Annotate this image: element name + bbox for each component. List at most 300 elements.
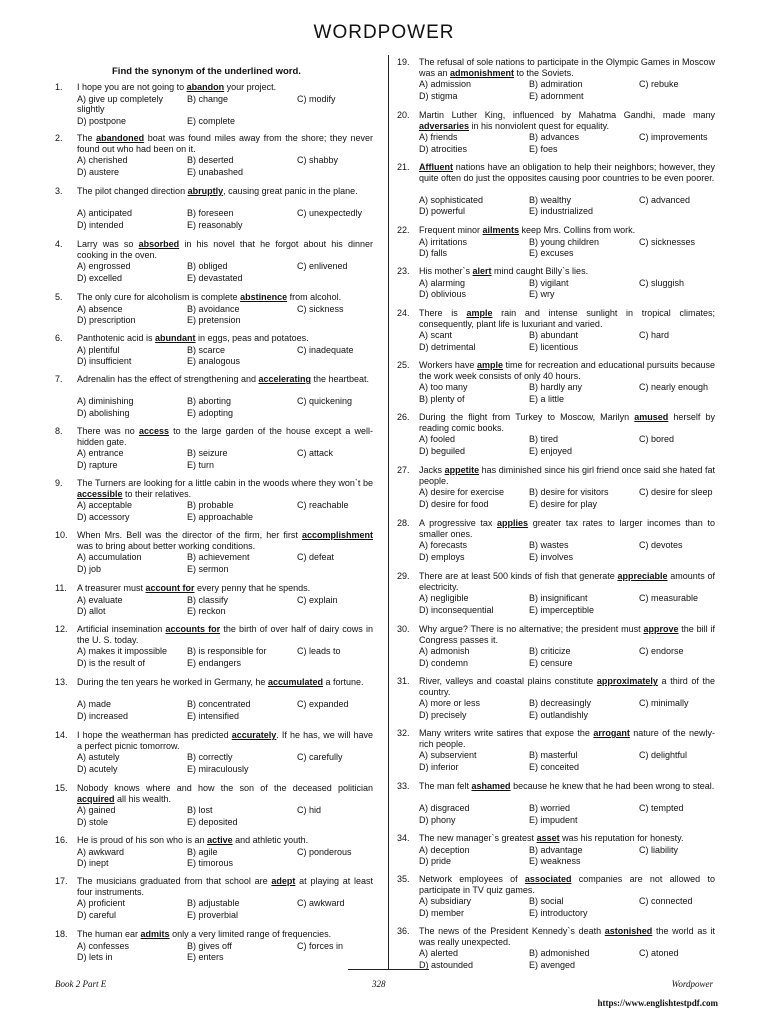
stem-text: was his reputation for honesty. <box>559 833 684 843</box>
question-stem <box>77 186 373 197</box>
underlined-word: accumulated <box>267 677 323 687</box>
stem-text: When Mrs. Bell was the director of the firm, her first <box>77 530 302 540</box>
question-stem <box>77 835 373 846</box>
underlined-word: accurately <box>231 730 277 740</box>
answer-option: B) criticize <box>529 646 571 656</box>
question-number: 34. <box>397 833 410 843</box>
answer-option: D) pride <box>419 856 452 866</box>
answer-option: C) ponderous <box>297 846 352 857</box>
underlined-word: acquired <box>77 793 115 804</box>
answer-options <box>77 94 407 127</box>
stem-text: A progressive tax <box>419 518 498 528</box>
answer-option: C) nearly enough <box>639 382 709 392</box>
question-stem <box>77 929 373 940</box>
underlined-word: amused <box>634 412 669 422</box>
answer-options <box>419 330 749 352</box>
answer-option: D) stigma <box>419 90 458 101</box>
question-number: 16. <box>55 835 68 845</box>
question-stem <box>419 465 715 486</box>
answer-option: A) entrance <box>77 448 124 458</box>
stem-text: mind caught Billy`s lies. <box>491 266 589 276</box>
answer-options <box>77 805 407 827</box>
question-number: 9. <box>55 478 63 488</box>
stem-text: at playing at least four instruments. <box>77 876 373 897</box>
answer-option: E) outlandishly <box>529 709 589 720</box>
answer-option: B) social <box>529 896 564 906</box>
stem-text: boat was found miles away from the shore; they never found out who had been on it. <box>77 133 373 154</box>
question-stem <box>77 292 373 303</box>
answer-option: B) gives off <box>187 940 232 951</box>
answer-option: D) intended <box>77 219 124 230</box>
answer-option: D) employs <box>419 551 465 562</box>
answer-option: A) gained <box>77 805 116 815</box>
stem-text: Workers have <box>419 360 477 370</box>
underlined-word: abandoned <box>96 133 145 143</box>
underlined-word: accessible <box>77 488 123 499</box>
page-number: 328 <box>372 979 386 989</box>
answer-option: E) introductory <box>529 907 588 918</box>
underlined-word: appetite <box>444 465 480 475</box>
stem-text: Many writers write satires that expose the <box>419 728 594 738</box>
answer-option: D) excelled <box>77 272 123 283</box>
footer-book: Book 2 Part E <box>55 979 107 989</box>
answer-option: C) shabby <box>297 155 339 165</box>
underlined-word: arrogant <box>593 728 630 738</box>
stem-text: in his nonviolent quest for equality. <box>469 120 609 131</box>
answer-option: B) tired <box>529 434 559 444</box>
question-stem <box>77 478 373 499</box>
answer-option: B) is responsible for <box>187 646 267 656</box>
underlined-word: adept <box>271 876 296 886</box>
answer-option: D) insufficient <box>77 356 132 366</box>
question-number: 19. <box>397 57 410 67</box>
answer-option: C) awkward <box>297 898 345 908</box>
question-number: 21. <box>397 162 410 172</box>
question-stem <box>77 82 373 93</box>
answer-option: C) attack <box>297 448 334 458</box>
question-stem <box>419 162 715 183</box>
underlined-word: Affluent <box>419 162 453 172</box>
stem-text: amounts of electricity. <box>419 571 715 592</box>
question-number: 28. <box>397 518 410 528</box>
answer-option: A) too many <box>419 382 468 392</box>
answer-option: D) is the result of <box>77 657 146 668</box>
answer-option: C) advanced <box>639 194 691 205</box>
answer-option: C) liability <box>639 844 679 855</box>
question-number: 3. <box>55 186 63 196</box>
footer-rule <box>348 969 429 970</box>
answer-option: D) accessory <box>77 511 130 522</box>
stem-text: the bill if Congress passes it. <box>419 624 715 645</box>
question-number: 36. <box>397 926 410 936</box>
answer-option: C) inadequate <box>297 344 354 355</box>
stem-text: a fortune. <box>322 677 364 687</box>
question-stem <box>419 266 715 277</box>
answer-option: D) desire for food <box>419 498 489 509</box>
answer-option: C) minimally <box>639 698 689 708</box>
stem-text: The <box>77 133 97 143</box>
underlined-word: ailments <box>482 225 520 235</box>
answer-option: C) quickening <box>297 396 353 406</box>
question-number: 27. <box>397 465 410 475</box>
answer-option: E) desire for play <box>529 498 598 509</box>
answer-option: B) admiration <box>529 79 583 89</box>
answer-option: D) acutely <box>77 763 118 774</box>
question-stem <box>419 926 715 947</box>
answer-option: A) alerted <box>419 948 459 958</box>
underlined-word: accelerating <box>258 374 311 384</box>
answer-option: D) oblivious <box>419 289 467 299</box>
question-stem <box>77 133 373 154</box>
answer-option: C) hard <box>639 330 670 340</box>
answer-option: A) admission <box>419 79 472 89</box>
answer-options <box>77 752 407 774</box>
stem-text: to their relatives. <box>122 488 192 499</box>
stem-text: nations have an obligation to help their neighbors; however, they quite often do just the opposites causing poor countries to be even poorer. <box>419 162 715 183</box>
question-stem <box>419 518 715 539</box>
answer-option: C) connected <box>639 896 693 906</box>
answer-option: B) avoidance <box>187 303 240 314</box>
answer-option: D) condemn <box>419 657 469 668</box>
underlined-word: accomplishment <box>301 530 373 540</box>
underlined-word: abruptly <box>187 186 224 196</box>
stem-text: every penny that he spends. <box>194 583 311 593</box>
stem-text: your project. <box>224 82 277 92</box>
answer-option: A) made <box>77 699 112 709</box>
answer-options <box>77 448 407 470</box>
question-number: 29. <box>397 571 410 581</box>
answer-option: C) sluggish <box>639 277 685 288</box>
answer-option: E) industrialized <box>529 206 594 216</box>
answer-option: C) explain <box>297 594 338 605</box>
question-stem <box>419 57 715 78</box>
answer-option: E) deposited <box>187 816 238 827</box>
answer-option: D) astounded <box>419 959 474 970</box>
question-stem <box>77 239 373 260</box>
stem-text: Panthotenic acid is <box>77 333 156 343</box>
answer-options <box>419 698 749 720</box>
answer-option: E) complete <box>187 115 236 126</box>
answer-options <box>419 487 749 509</box>
answer-option: B) concentrated <box>187 699 251 709</box>
question-number: 7. <box>55 374 63 384</box>
stem-text: I hope the weatherman has predicted <box>77 730 232 740</box>
answer-option: C) atoned <box>639 948 679 958</box>
answer-option: A) deception <box>419 844 470 855</box>
answer-option: C) endorse <box>639 646 684 656</box>
answer-option: A) evaluate <box>77 594 123 605</box>
underlined-word: active <box>207 835 233 845</box>
answer-option: C) defeat <box>297 552 335 562</box>
answer-option: D) beguiled <box>419 445 466 456</box>
answer-option: A) alarming <box>419 277 466 288</box>
stem-text: rain and intense sunlight in tropical climates; consequently, plant life is luxuriant and varied. <box>419 308 715 329</box>
answer-option: B) vigilant <box>529 277 569 288</box>
stem-text: There is <box>419 308 467 318</box>
stem-text: The human ear <box>77 929 141 939</box>
question-number: 13. <box>55 677 68 687</box>
answer-option: A) confesses <box>77 940 130 951</box>
answer-option: B) achievement <box>187 552 250 562</box>
question-number: 30. <box>397 624 410 634</box>
stem-text: to the Soviets. <box>514 67 574 78</box>
answer-option: B) hardly any <box>529 382 583 392</box>
answer-option: E) reasonably <box>187 219 243 230</box>
answer-option: E) avenged <box>529 959 576 970</box>
underlined-word: asset <box>536 833 560 843</box>
answer-options <box>419 382 749 404</box>
question-stem <box>77 583 373 594</box>
underlined-word: ample <box>476 360 503 370</box>
answer-option: A) give up completely slightly <box>77 93 164 114</box>
answer-options <box>419 845 749 867</box>
answer-option: A) engrossed <box>77 261 131 271</box>
answer-option: A) disgraced <box>419 803 470 813</box>
answer-option: A) fooled <box>419 434 456 444</box>
answer-option: B) advances <box>529 132 580 142</box>
underlined-word: admits <box>140 929 170 939</box>
question-stem <box>419 728 715 749</box>
answer-option: B) decreasingly <box>529 698 592 708</box>
page-title: WORDPOWER <box>313 22 455 43</box>
answer-option: D) allot <box>77 606 106 616</box>
answer-option: D) rapture <box>77 459 118 470</box>
underlined-word: approve <box>643 624 679 634</box>
underlined-word: accounts for <box>165 624 221 634</box>
stem-text: Larry was so <box>77 239 139 249</box>
answer-option: C) rebuke <box>639 79 679 89</box>
answer-options <box>419 195 749 217</box>
answer-option: D) precisely <box>419 709 467 720</box>
answer-option: C) unexpectedly <box>297 208 363 218</box>
answer-option: B) plenty of <box>419 393 465 404</box>
answer-options <box>419 948 749 970</box>
stem-text: The news of the President Kennedy`s death <box>419 926 605 936</box>
stem-text: He is proud of his son who is an <box>77 835 208 845</box>
stem-text: The Turners are looking for a little cabin in the woods where they won`t be <box>77 478 373 488</box>
answer-option: B) seizure <box>187 448 228 458</box>
answer-option: C) sicknesses <box>639 236 696 247</box>
answer-option: E) conceited <box>529 761 580 772</box>
stem-text: time for recreation and educational pursuits because the work week consists of only 40 hours. <box>419 360 715 381</box>
answer-option: A) proficient <box>77 898 126 908</box>
stem-text: in eggs, peas and potatoes. <box>195 333 309 343</box>
answer-option: A) makes it impossible <box>77 646 168 656</box>
stem-text: The man felt <box>419 781 472 791</box>
stem-text: herself by reading comic books. <box>419 412 715 433</box>
answer-option: D) prescription <box>77 315 136 325</box>
answer-options <box>419 237 749 259</box>
answer-option: C) expanded <box>297 699 349 709</box>
answer-option: E) miraculously <box>187 763 249 774</box>
answer-option: B) correctly <box>187 752 233 762</box>
question-number: 8. <box>55 426 63 436</box>
question-number: 20. <box>397 110 410 120</box>
answer-option: B) abundant <box>529 330 579 340</box>
answer-option: E) timorous <box>187 858 234 868</box>
underlined-word: abstinence <box>240 292 288 302</box>
answer-options <box>77 500 407 522</box>
stem-text: from alcohol. <box>287 292 342 302</box>
answer-option: D) postpone <box>77 115 127 126</box>
stem-text: the world as it was really unexpected. <box>419 926 716 947</box>
question-stem <box>77 374 373 385</box>
question-number: 11. <box>55 583 67 593</box>
question-number: 10. <box>55 530 68 540</box>
underlined-word: admonishment <box>450 67 515 78</box>
question-stem <box>77 677 373 688</box>
answer-option: E) endangers <box>187 657 242 668</box>
answer-options <box>77 304 407 326</box>
question-stem <box>419 308 715 329</box>
answer-option: A) subservient <box>419 750 477 760</box>
answer-option: B) insignificant <box>529 593 588 603</box>
answer-options <box>77 898 407 920</box>
stem-text: I hope you are not going to <box>77 82 187 92</box>
answer-option: C) modify <box>297 93 336 104</box>
question-number: 14. <box>55 730 68 740</box>
stem-text: A treasurer must <box>77 583 146 593</box>
answer-option: B) worried <box>529 803 571 813</box>
answer-options <box>419 278 749 300</box>
answer-option: C) enlivened <box>297 261 348 271</box>
stem-text: the birth of over half of dairy cows in the U. S. today. <box>77 624 373 645</box>
answer-option: B) agile <box>187 846 218 857</box>
answer-option: E) analogous <box>187 356 241 366</box>
answer-option: A) friends <box>419 132 458 142</box>
answer-option: A) astutely <box>77 752 120 762</box>
answer-option: A) absence <box>77 303 123 314</box>
answer-option: A) acceptable <box>77 500 133 510</box>
answer-option: B) lost <box>187 805 213 815</box>
answer-option: A) irritations <box>419 236 468 247</box>
question-number: 32. <box>397 728 410 738</box>
answer-option: C) hid <box>297 805 322 815</box>
answer-option: D) stole <box>77 816 109 827</box>
answer-options <box>419 750 749 772</box>
stem-text: all his wealth. <box>114 793 172 804</box>
answer-option: E) enjoyed <box>529 445 573 456</box>
underlined-word: appreciable <box>617 571 668 581</box>
answer-option: E) adopting <box>187 407 234 418</box>
answer-option: A) negligible <box>419 593 469 603</box>
stem-text: keep Mrs. Collins from work. <box>519 225 636 235</box>
question-stem <box>419 360 715 381</box>
answer-option: A) forecasts <box>419 540 468 550</box>
question-number: 35. <box>397 874 410 884</box>
answer-option: D) inferior <box>419 761 459 772</box>
question-number: 2. <box>55 133 63 143</box>
answer-option: E) intensified <box>187 710 240 721</box>
answer-option: D) detrimental <box>419 341 476 352</box>
stem-text: Artificial insemination <box>77 624 166 634</box>
answer-option: D) austere <box>77 166 120 177</box>
underlined-word: alert <box>472 266 492 276</box>
answer-options <box>419 803 749 825</box>
question-number: 23. <box>397 266 410 276</box>
stem-text: The pilot changed direction <box>77 186 188 196</box>
question-number: 6. <box>55 333 63 343</box>
answer-option: E) pretension <box>187 315 241 325</box>
question-stem <box>419 624 715 645</box>
question-stem <box>77 783 373 804</box>
stem-text: Why argue? There is no alternative; the president must <box>419 624 644 634</box>
stem-text: The new manager`s greatest <box>419 833 537 843</box>
answer-option: A) cherished <box>77 155 128 165</box>
answer-option: D) falls <box>419 248 448 258</box>
answer-option: B) deserted <box>187 155 234 165</box>
stem-text: Frequent minor <box>419 225 483 235</box>
answer-options <box>419 540 749 562</box>
footer-title: Wordpower <box>671 979 713 989</box>
answer-options <box>419 896 749 918</box>
stem-text: the heartbeat. <box>311 374 370 384</box>
answer-option: E) reckon <box>187 606 226 616</box>
question-stem <box>419 571 715 592</box>
stem-text: River, valleys and coastal plains constitute <box>419 676 597 686</box>
question-number: 5. <box>55 292 63 302</box>
answer-option: E) wry <box>529 289 555 299</box>
answer-options <box>419 646 749 668</box>
answer-option: C) delightful <box>639 750 688 760</box>
answer-option: E) a little <box>529 393 565 404</box>
question-number: 18. <box>55 929 68 939</box>
answer-option: A) sophisticated <box>419 194 484 205</box>
answer-option: C) carefully <box>297 752 343 762</box>
stem-text: in his novel that he forgot about his dinner cooking in the oven. <box>77 239 373 260</box>
stem-text: , causing great panic in the plane. <box>223 186 358 196</box>
answer-option: D) abolishing <box>77 407 130 418</box>
answer-option: B) change <box>187 93 229 104</box>
answer-option: A) accumulation <box>77 552 142 562</box>
underlined-word: ashamed <box>471 781 511 791</box>
answer-option: D) powerful <box>419 206 466 216</box>
answer-option: C) measurable <box>639 593 699 603</box>
answer-option: D) atrocities <box>419 143 468 154</box>
stem-text: The only cure for alcoholism is complete <box>77 292 241 302</box>
question-number: 24. <box>397 308 410 318</box>
answer-option: C) improvements <box>639 132 708 142</box>
stem-text: has diminished since his girl friend once said she hated fat people. <box>419 465 715 486</box>
stem-text: was to bring about better working conditions. <box>77 540 256 551</box>
question-stem <box>419 676 715 697</box>
question-number: 22. <box>397 225 410 235</box>
footer-url: https://www.englishtestpdf.com <box>597 998 718 1008</box>
underlined-word: abundant <box>155 333 196 343</box>
underlined-word: ample <box>466 308 493 318</box>
answer-option: C) tempted <box>639 803 684 813</box>
question-stem <box>77 530 373 551</box>
question-number: 12. <box>55 624 68 634</box>
question-stem <box>77 426 373 447</box>
question-stem <box>77 730 373 751</box>
instruction: Find the synonym of the underlined word. <box>112 66 301 77</box>
answer-options <box>77 155 407 177</box>
stem-text: a third of the country. <box>419 676 715 697</box>
answer-option: B) wealthy <box>529 194 572 205</box>
stem-text: Martin Luther King, influenced by Mahatma Gandhi, made many <box>419 110 715 120</box>
answer-option: B) aborting <box>187 396 232 406</box>
question-number: 33. <box>397 781 410 791</box>
answer-option: E) imperceptible <box>529 604 595 615</box>
stem-text: His mother`s <box>419 266 473 276</box>
answer-option: A) admonish <box>419 646 470 656</box>
answer-option: E) weakness <box>529 856 581 866</box>
stem-text: There was no <box>77 426 139 436</box>
answer-option: A) diminishing <box>77 396 134 406</box>
answer-option: E) sermon <box>187 563 229 574</box>
answer-option: D) inept <box>77 858 109 868</box>
